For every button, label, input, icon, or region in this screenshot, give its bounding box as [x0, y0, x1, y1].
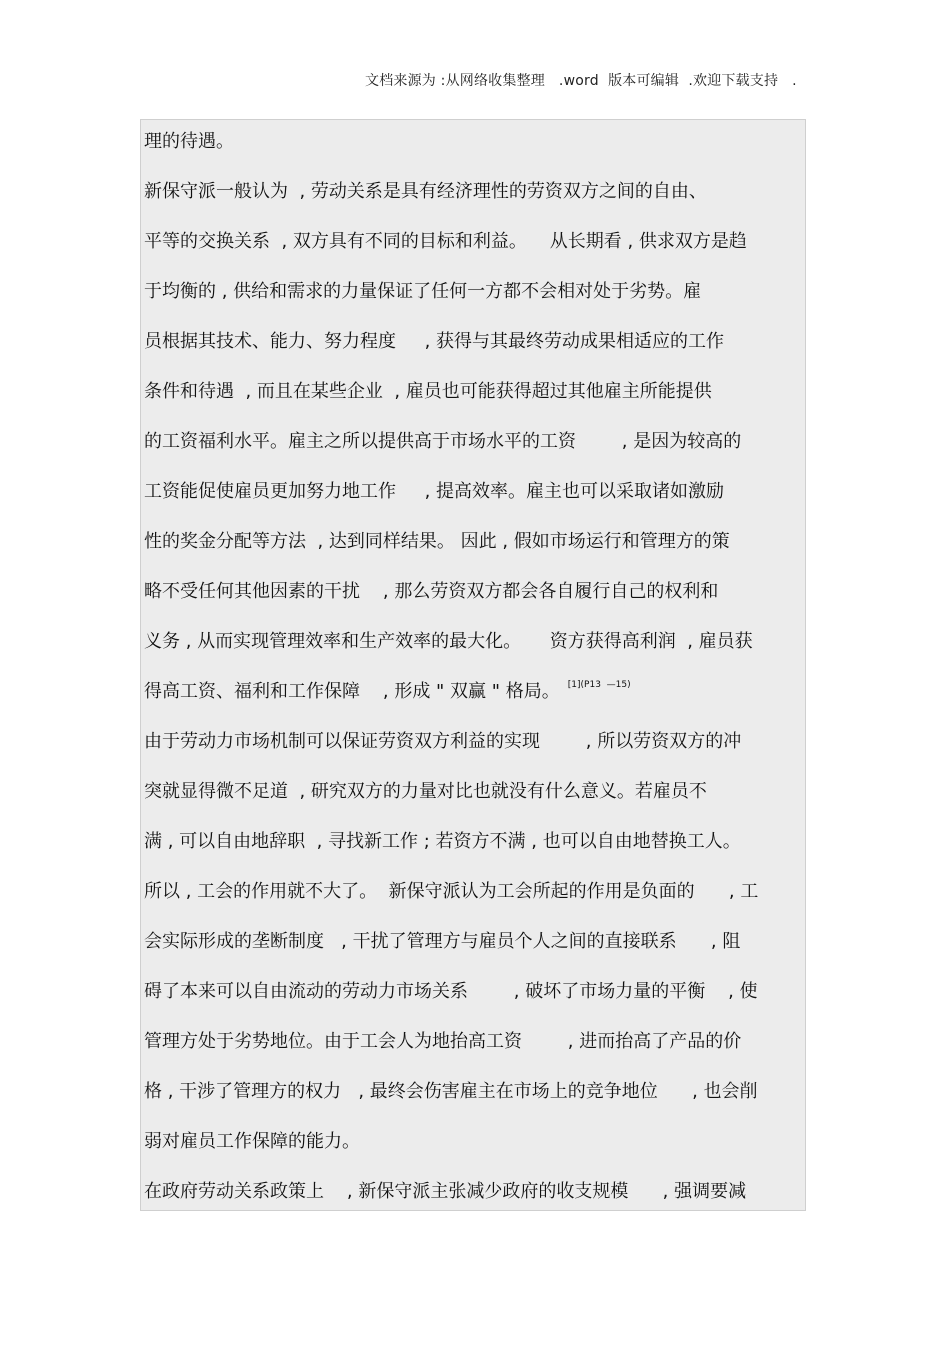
text-line: 的工资福利水平。雇主之所以提供高于市场水平的工资 , 是因为较高的	[144, 431, 742, 452]
text-line: 由于劳动力市场机制可以保证劳资双方利益的实现 , 所以劳资双方的冲	[144, 731, 742, 752]
text-line: 新保守派一般认为 , 劳动关系是具有经济理性的劳资双方之间的自由、	[144, 181, 707, 202]
text-line: 会实际形成的垄断制度 , 干扰了管理方与雇员个人之间的直接联系 , 阻	[144, 931, 741, 952]
text-line: 满 , 可以自由地辞职 , 寻找新工作 ; 若资方不满 , 也可以自由地替换工人。	[144, 831, 741, 852]
text-line-with-citation	[144, 680, 631, 707]
citation-superscript: [1](P13 —15)	[567, 680, 631, 690]
text-line: 管理方处于劣势地位。由于工会人为地抬高工资 , 进而抬高了产品的价	[144, 1031, 742, 1052]
text-line: 在政府劳动关系政策上 , 新保守派主张减少政府的收支规模 , 强调要减	[144, 1181, 747, 1202]
text-line: 平等的交换关系 , 双方具有不同的目标和利益。 从长期看 , 供求双方是趋	[144, 231, 747, 252]
text-line: 工资能促使雇员更加努力地工作 , 提高效率。雇主也可以采取诸如激励	[144, 481, 725, 502]
text-line: 得高工资、福利和工作保障 , 形成 " 双赢 " 格局。	[144, 681, 560, 702]
text-line: 略不受任何其他因素的干扰 , 那么劳资双方都会各自履行自己的权利和	[144, 581, 719, 602]
text-line: 弱对雇员工作保障的能力。	[144, 1131, 360, 1152]
text-line: 碍了本来可以自由流动的劳动力市场关系 , 破坏了市场力量的平衡 , 使	[144, 981, 758, 1002]
text-line: 义务 , 从而实现管理效率和生产效率的最大化。 资方获得高利润 , 雇员获	[144, 631, 753, 652]
page-header: 文档来源为 :从网络收集整理 .word 版本可编辑 .欢迎下载支持 .	[365, 73, 797, 89]
text-line: 格 , 干涉了管理方的权力 , 最终会伤害雇主在市场上的竞争地位 , 也会削	[144, 1081, 758, 1102]
text-line: 突就显得微不足道 , 研究双方的力量对比也就没有什么意义。若雇员不	[144, 781, 707, 802]
text-line: 理的待遇。	[144, 131, 234, 152]
text-line: 所以 , 工会的作用就不大了。 新保守派认为工会所起的作用是负面的 , 工	[144, 881, 759, 902]
text-line: 性的奖金分配等方法 , 达到同样结果。 因此 , 假如市场运行和管理方的策	[144, 531, 730, 552]
text-line: 条件和待遇 , 而且在某些企业 , 雇员也可能获得超过其他雇主所能提供	[144, 381, 712, 402]
text-line: 员根据其技术、能力、努力程度 , 获得与其最终劳动成果相适应的工作	[144, 331, 725, 352]
text-line: 于均衡的 , 供给和需求的力量保证了任何一方都不会相对处于劣势。雇	[144, 281, 702, 302]
